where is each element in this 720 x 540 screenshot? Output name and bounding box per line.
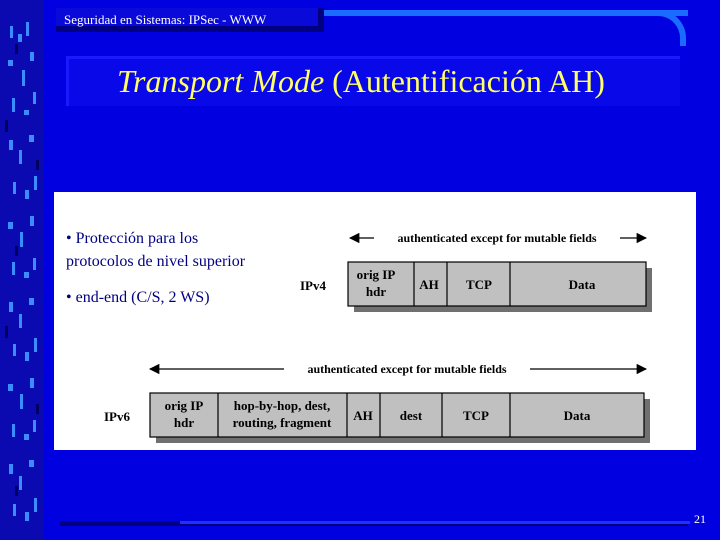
decorative-left-strip: [0, 0, 44, 540]
ipv6-span-label: authenticated except for mutable fields: [307, 362, 507, 376]
header-tab: [56, 8, 324, 32]
bullet-2: • end-end (C/S, 2 WS): [66, 289, 210, 306]
bullet-1-line-1: • Protección para los: [66, 230, 199, 247]
title-italic: Transport Mode: [117, 63, 325, 99]
ipv6-field-orig-ip: orig IP: [164, 398, 204, 413]
packet-diagram: [54, 192, 696, 450]
footer-rule-highlight: [180, 521, 690, 524]
ipv6-field-tcp: TCP: [463, 408, 489, 423]
ipv4-field-orig-ip: orig IP: [356, 267, 396, 282]
ipv4-field-tcp: TCP: [466, 277, 492, 292]
ipv4-field-hdr: hdr: [365, 284, 387, 299]
title-bar: [66, 56, 680, 106]
ipv6-field-dest: dest: [399, 408, 423, 423]
frame-top-line: [324, 10, 688, 16]
bullet-1-line-2: protocolos de nivel superior: [66, 253, 246, 270]
ipv6-field-hop-by-hop: hop-by-hop, dest,: [233, 398, 331, 413]
ipv4-field-ah: AH: [419, 277, 439, 292]
page-number: 21: [694, 512, 706, 526]
content-panel: [54, 192, 696, 450]
ipv6-field-hdr: hdr: [173, 415, 195, 430]
title-regular: (Autentificación AH): [332, 63, 605, 99]
ipv6-field-data: Data: [563, 408, 591, 423]
ipv6-field-ah: AH: [353, 408, 373, 423]
ipv4-label: IPv4: [300, 278, 326, 293]
ipv6-field-routing: routing, fragment: [232, 415, 332, 430]
ipv4-span-label: authenticated except for mutable fields: [397, 231, 597, 245]
ipv4-field-data: Data: [568, 277, 596, 292]
slide-title: [117, 63, 605, 100]
ipv6-label: IPv6: [104, 409, 130, 424]
header-label: Seguridad en Sistemas: IPSec - WWW: [64, 12, 267, 27]
